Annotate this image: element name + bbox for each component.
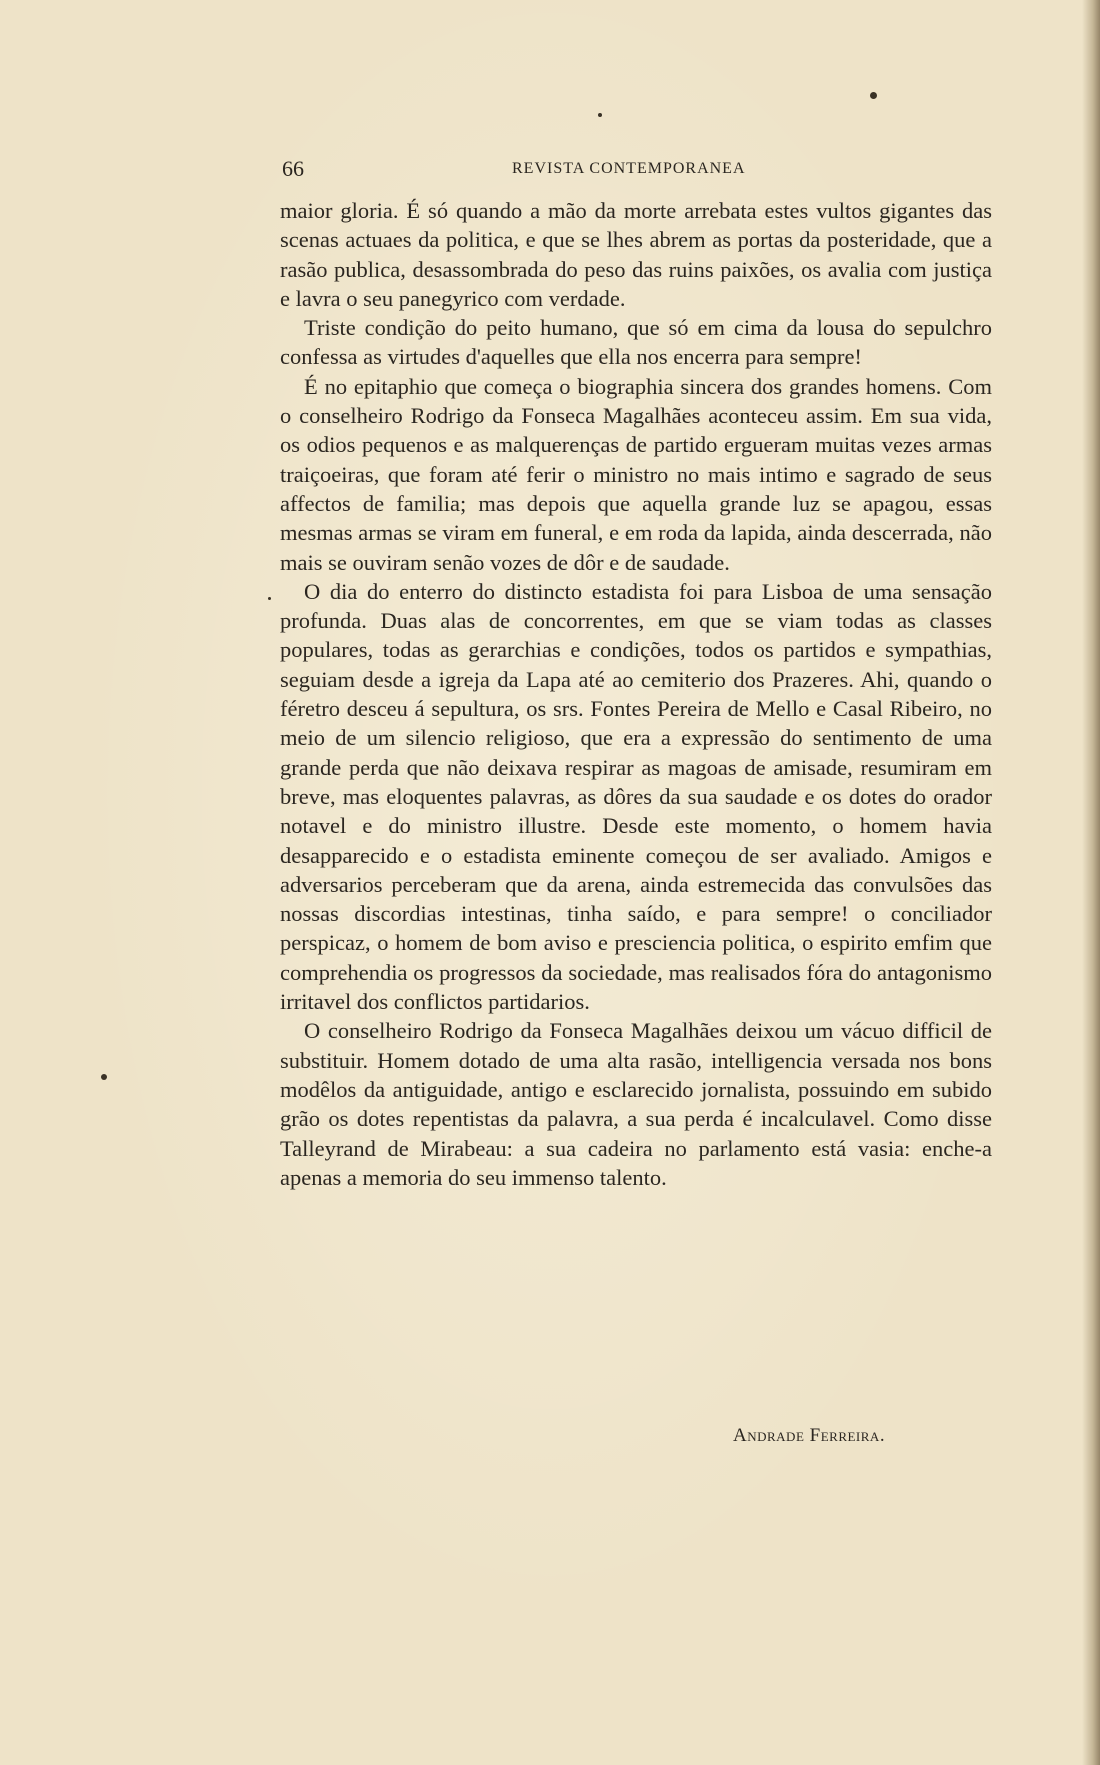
paragraph: O dia do enterro do distincto estadista foi para Lisboa de uma sensação profunda. Duas alas de concorrentes, em que se viam todas as classes populares, todas as gerarchias e condições, todos os partidos e sympathias, seguiam desde a igreja da Lapa até ao cemiterio dos Prazeres. Ahi, quando o féretro desceu á sepultura, os srs. Fontes Pereira de Mello e Casal Ribeiro, no meio de um silencio religioso, que era a expressão do sentimento de uma grande perda que não deixava respirar as magoas de amisade, resumiram em breve, mas eloquentes palavras, as dôres da sua saudade e os dotes do orador notavel e do ministro illustre. Desde este momento, o homem havia desapparecido e o estadista eminente começou de ser avaliado. Amigos e adversarios perceberam que da arena, ainda estremecida das convulsões das nossas discordias intestinas, tinha saído, e para sempre! o conciliador perspicaz, o homem de bom aviso e presciencia politica, o espirito emfim que comprehendia os progressos da sociedade, mas realisados fóra do antagonismo irritavel dos conflictos partidarios. bbox=[280, 578, 992, 1015]
paragraph: Triste condição do peito humano, que só em cima da lousa do sepulchro confessa as virtudes d'aquelles que ella nos encerra para sempre! bbox=[280, 315, 992, 370]
author-signature: Andrade Ferreira. bbox=[733, 1425, 886, 1446]
ink-speck bbox=[598, 113, 602, 117]
running-head: REVISTA CONTEMPORANEA bbox=[512, 160, 746, 177]
page-header bbox=[282, 156, 992, 182]
paragraph: É no epitaphio que começa o biographia sincera dos grandes homens. Com o conselheiro Rodrigo da Fonseca Magalhães aconteceu assim. Em sua vida, os odios pequenos e as malquerenças de partido ergueram muitas vezes armas traiçoeiras, que foram até ferir o ministro no mais intimo e sagrado de seus affectos de familia; mas depois que aquella grande luz se apagou, essas mesmas armas se viram em funeral, e em roda da lapida, ainda descerrada, não mais se ouviram senão vozes de dôr e de saudade. bbox=[280, 373, 992, 575]
ink-speck bbox=[268, 597, 271, 600]
article-body bbox=[280, 196, 992, 1192]
paragraph: O conselheiro Rodrigo da Fonseca Magalhães deixou um vácuo difficil de substituir. Homem dotado de uma alta rasão, intelligencia versada nos bons modêlos da antiguidade, antigo e esclarecido jornalista, possuindo em subido grão os dotes repentistas da palavra, a sua perda é incalculavel. Como disse Talleyrand de Mirabeau: a sua cadeira no parlamento está vasia: enche-a apenas a memoria do seu immenso talento. bbox=[280, 1018, 992, 1190]
page-number: 66 bbox=[282, 156, 304, 181]
page-edge-shadow bbox=[1082, 0, 1100, 1765]
ink-speck bbox=[870, 92, 877, 99]
ink-speck bbox=[101, 1074, 107, 1080]
paragraph: maior gloria. É só quando a mão da morte arrebata estes vultos gigantes das scenas actuaes da politica, e que se lhes abrem as portas da posteridade, que a rasão publica, desassombrada do peso das ruins paixões, os avalia com justiça e lavra o seu panegyrico com verdade. bbox=[280, 198, 992, 311]
